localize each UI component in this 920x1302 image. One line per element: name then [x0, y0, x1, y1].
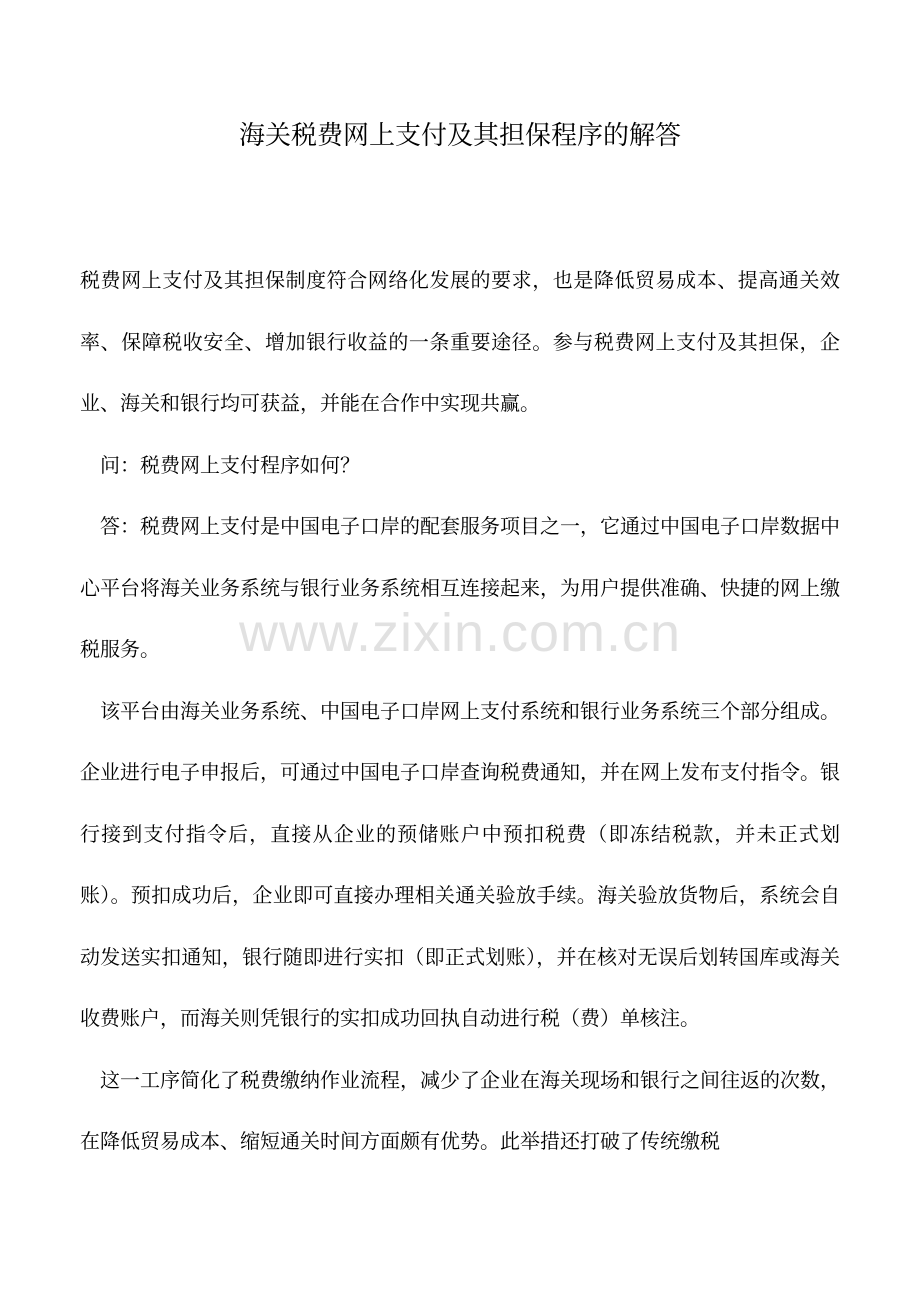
paragraph-question: 问：税费网上支付程序如何？: [100, 452, 360, 477]
paragraph-answer: 答：税费网上支付是中国电子口岸的配套服务项目之一，它通过中国电子口岸数据中心平台将海关业务系统与银行业务系统相互连接起来，为用户提供准确、快捷的网上缴税服务。: [80, 514, 840, 661]
watermark-text: www.zixin.com.cn: [238, 603, 682, 663]
paragraph-platform: 该平台由海关业务系统、中国电子口岸网上支付系统和银行业务系统三个部分组成。企业进行电子申报后，可通过中国电子口岸查询税费通知，并在网上发布支付指令。银行接到支付指令后，直接从企业的预储账户中预扣税费（即冻结税款，并未正式划账）。预扣成功后，企业即可直接办理相关通关验放手续。海关验放货物后，系统会自动发送实扣通知，银行随即进行实扣（即正式划账），并在核对无误后划转国库或海关收费账户，而海关则凭银行的实扣成功回执自动进行税（费）单核注。: [80, 698, 840, 1030]
document-title: 海关税费网上支付及其担保程序的解答: [238, 121, 681, 151]
paragraph-intro: 税费网上支付及其担保制度符合网络化发展的要求，也是降低贸易成本、提高通关效率、保障税收安全、增加银行收益的一条重要途径。参与税费网上支付及其担保，企业、海关和银行均可获益，并能在合作中实现共赢。: [80, 268, 840, 415]
document-body: [80, 250, 840, 1173]
paragraph-benefits: 这一工序简化了税费缴纳作业流程，减少了企业在海关现场和银行之间往返的次数，在降低贸易成本、缩短通关时间方面颇有优势。此举措还打破了传统缴税: [80, 1067, 840, 1153]
